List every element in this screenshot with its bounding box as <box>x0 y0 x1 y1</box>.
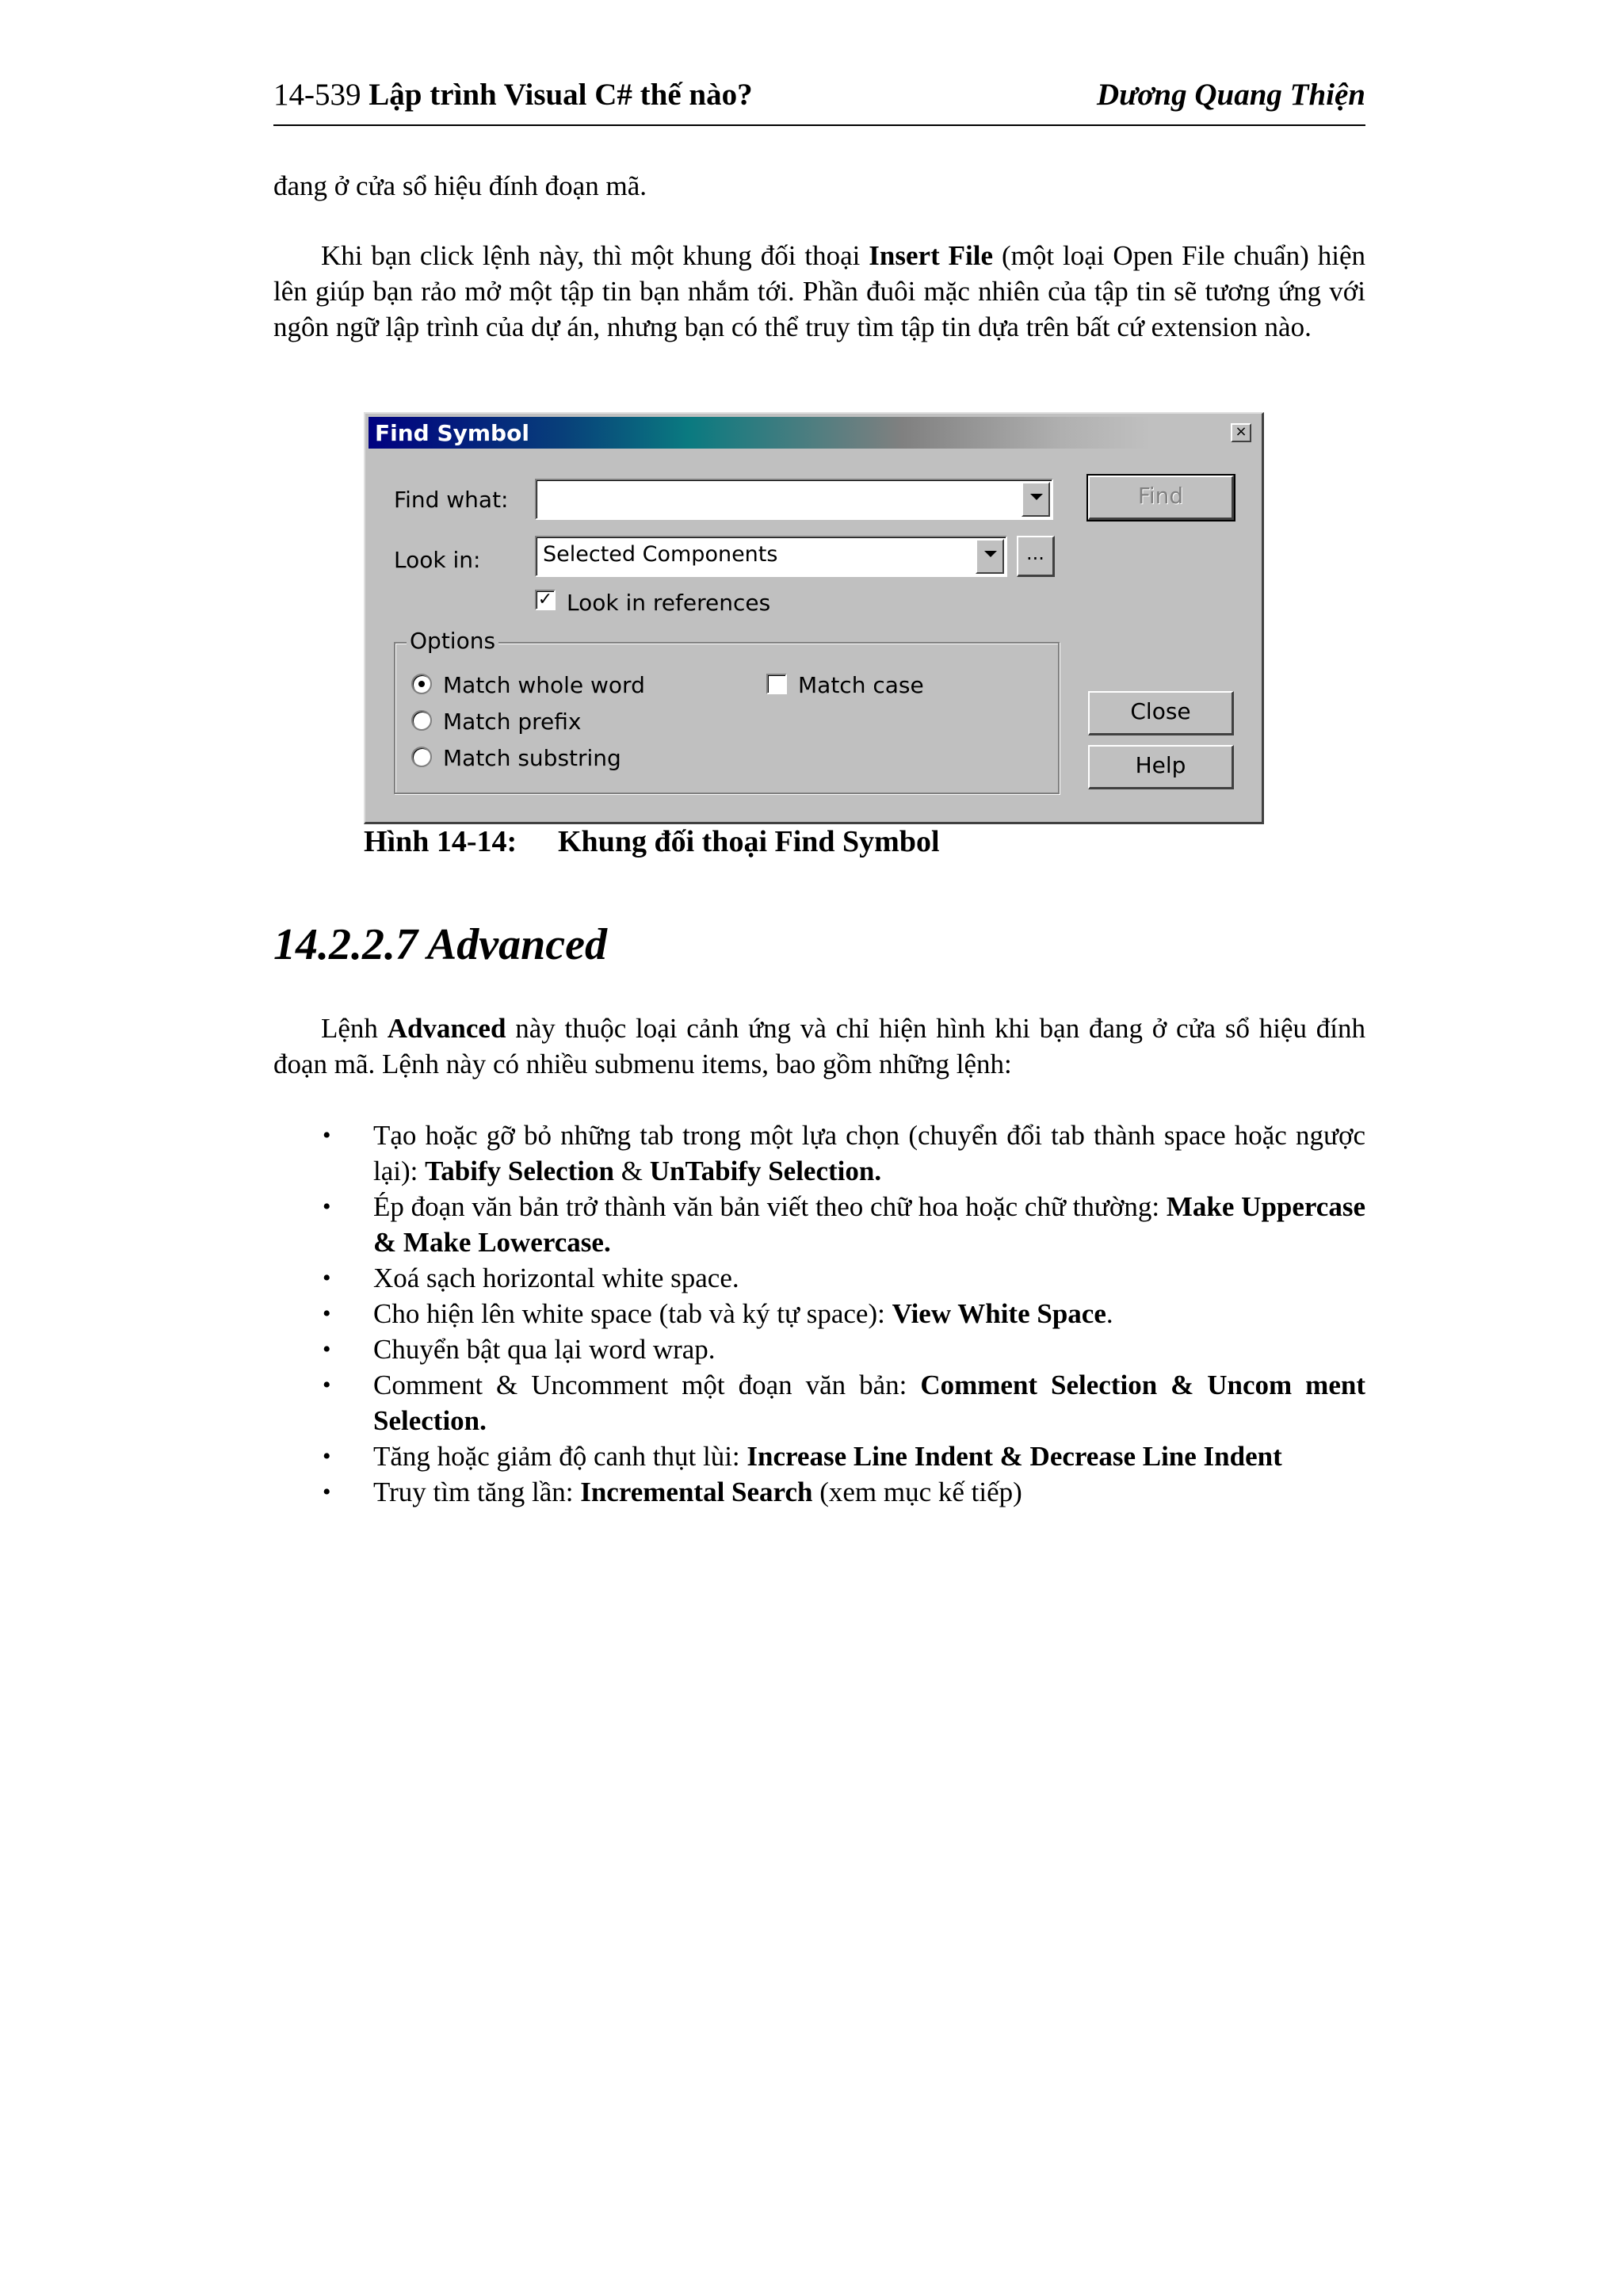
close-icon[interactable]: × <box>1231 423 1251 442</box>
bullet-icon: • <box>323 1443 331 1469</box>
bullet-icon: • <box>323 1194 331 1220</box>
match-whole-word-label: Match whole word <box>443 672 645 698</box>
match-whole-word-radio[interactable] <box>411 674 432 694</box>
look-in-value: Selected Components <box>543 542 778 567</box>
insert-file-term: Insert File <box>869 240 994 271</box>
list-item: • Comment & Uncomment một đoạn văn bản: Comment Selection & Uncom ment Selection. <box>273 1367 1365 1438</box>
match-substring-label: Match substring <box>443 745 621 771</box>
paragraph-text: Lệnh <box>321 1013 388 1044</box>
list-item: • Ép đoạn văn bản trở thành văn bản viết theo chữ hoa hoặc chữ thường: Make Uppercase & Make Lowercase. <box>273 1189 1365 1260</box>
options-groupbox <box>394 628 1060 794</box>
list-item: • Tạo hoặc gỡ bỏ những tab trong một lựa chọn (chuyển đổi tab thành space hoặc ngược lại): Tabify Selection & UnTabify Selection. <box>273 1117 1365 1189</box>
advanced-term: Advanced <box>387 1013 506 1044</box>
look-in-references-checkbox[interactable]: ✓ <box>535 590 556 610</box>
match-substring-radio[interactable] <box>411 747 432 767</box>
list-item: • Xoá sạch horizontal white space. <box>273 1260 1365 1296</box>
figure-number: Hình 14-14: <box>364 825 517 858</box>
browse-button[interactable]: ... <box>1017 536 1055 577</box>
author-name: Dương Quang Thiện <box>1096 78 1365 112</box>
bullet-icon: • <box>323 1265 331 1291</box>
chevron-down-icon[interactable] <box>1022 482 1050 517</box>
list-item: • Truy tìm tăng lần: Incremental Search (xem mục kế tiếp) <box>273 1474 1365 1510</box>
help-button[interactable]: Help <box>1088 745 1234 789</box>
find-symbol-dialog <box>364 412 1264 824</box>
paragraph-insert-file <box>273 238 1365 345</box>
header-left <box>273 77 753 113</box>
bullet-icon: • <box>323 1372 331 1398</box>
look-in-label: Look in: <box>394 547 481 573</box>
paragraph-advanced-intro <box>273 1010 1365 1082</box>
chevron-down-icon[interactable] <box>976 539 1004 574</box>
dialog-title: Find Symbol <box>375 420 529 446</box>
match-case-checkbox[interactable] <box>766 674 787 694</box>
paragraph-text: này thuộc loại cảnh ứng và chỉ hiện hình khi bạn đang ở cửa sổ hiệu đính đoạn mã. Lệnh này có nhiều submenu items, bao gồm những lệnh: <box>273 1013 1365 1079</box>
list-item: • Tăng hoặc giảm độ canh thụt lùi: Increase Line Indent & Decrease Line Indent <box>273 1438 1365 1474</box>
paragraph-text: Khi bạn click lệnh này, thì một khung đối thoại <box>321 240 869 271</box>
page-header <box>273 77 1365 126</box>
figure-caption <box>364 824 940 859</box>
paragraph-text: (một loại Open File chuẩn) hiện lên giúp bạn rảo mở một tập tin bạn nhắm tới. Phần đuôi mặc nhiên của tập tin sẽ tương ứng với ngôn ngữ lập trình của dự án, nhưng bạn có thể truy tìm tập tin dựa trên bất cứ extension nào. <box>273 240 1365 342</box>
bullet-icon: • <box>323 1301 331 1327</box>
find-what-combobox[interactable] <box>535 479 1053 520</box>
find-button[interactable]: Find <box>1088 476 1234 520</box>
look-in-references-label: Look in references <box>567 590 771 616</box>
match-prefix-radio[interactable] <box>411 710 432 731</box>
figure-caption-text: Khung đối thoại Find Symbol <box>558 825 940 858</box>
paragraph-text: đang ở cửa sổ hiệu đính đoạn mã. <box>273 170 647 201</box>
match-case-label: Match case <box>798 672 924 698</box>
advanced-commands-list <box>273 1117 1365 1510</box>
list-item: • Chuyển bật qua lại word wrap. <box>273 1331 1365 1367</box>
bullet-icon: • <box>323 1122 331 1148</box>
look-in-combobox[interactable] <box>535 536 1007 577</box>
section-heading: 14.2.2.7 Advanced <box>273 920 607 969</box>
bullet-icon: • <box>323 1479 331 1505</box>
book-title: Lập trình Visual C# thế nào? <box>369 78 753 112</box>
list-item: • Cho hiện lên white space (tab và ký tự space): View White Space. <box>273 1296 1365 1331</box>
paragraph-continuation <box>273 168 1365 204</box>
find-what-label: Find what: <box>394 487 509 513</box>
options-legend: Options <box>407 628 498 654</box>
page-number: 14-539 <box>273 78 361 112</box>
close-button[interactable]: Close <box>1088 691 1234 735</box>
dialog-titlebar[interactable] <box>369 417 1258 449</box>
bullet-icon: • <box>323 1336 331 1362</box>
match-prefix-label: Match prefix <box>443 709 582 735</box>
